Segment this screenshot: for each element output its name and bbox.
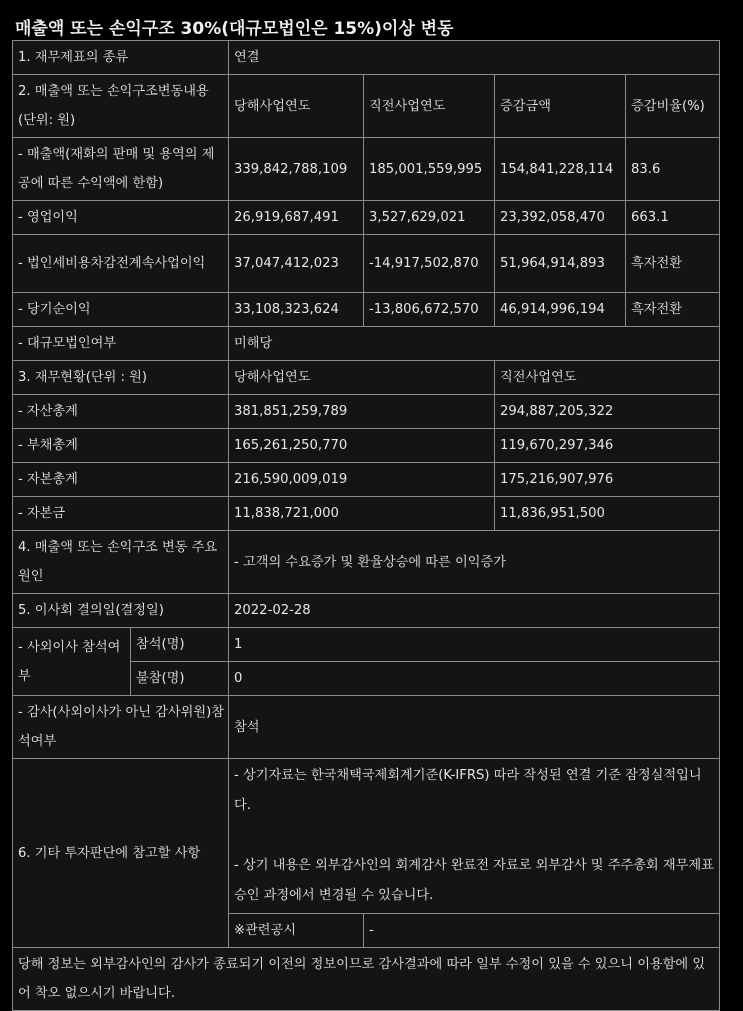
item-change: 46,914,996,194 [495,293,626,327]
related-label: ※관련공시 [229,914,364,948]
absent-label: 불참(명) [131,662,229,696]
section5-label: 5. 이사회 결의일(결정일) [13,594,229,628]
table-row [13,201,720,235]
table-row [13,429,720,463]
table-row [13,948,720,1011]
fin-label: - 자산총계 [13,395,229,429]
item-current: 37,047,412,023 [229,235,364,293]
table-row [13,497,720,531]
fin-current: 216,590,009,019 [229,463,495,497]
outside-director-label: - 사외이사 참석여부 [13,628,131,696]
col-rate-header: 증감비율(%) [626,75,720,138]
section4-value: - 고객의 수요증가 및 환율상승에 따른 이익증가 [229,531,720,594]
section3-label: 3. 재무현황(단위 : 원) [13,361,229,395]
section6-note-1: - 상기자료는 한국채택국제회계기준(K-IFRS) 따라 작성된 연결 기준 잠정실적입니다. [234,768,702,813]
present-label: 참석(명) [131,628,229,662]
fs-type-label: 1. 재무제표의 종류 [13,41,229,75]
col-current-header: 당해사업연도 [229,75,364,138]
section5-value: 2022-02-28 [229,594,720,628]
section2-label: 2. 매출액 또는 손익구조변동내용(단위: 원) [13,75,229,138]
item-prior: 185,001,559,995 [364,138,495,201]
table-row [13,696,720,759]
fin-current: 381,851,259,789 [229,395,495,429]
fin-label: - 부채총계 [13,429,229,463]
table-row [13,361,720,395]
item-rate: 663.1 [626,201,720,235]
item-label: - 매출액(재화의 판매 및 용역의 제공에 따른 수익액에 한함) [13,138,229,201]
item-label: - 영업이익 [13,201,229,235]
table-row [13,531,720,594]
item-change: 154,841,228,114 [495,138,626,201]
absent-value: 0 [229,662,720,696]
page-title: 매출액 또는 손익구조 30%(대규모법인은 15%)이상 변동 [15,19,454,39]
related-value: - [364,914,720,948]
section6-notes [229,759,720,914]
table-row [13,759,720,914]
item-change: 51,964,914,893 [495,235,626,293]
item-prior: -14,917,502,870 [364,235,495,293]
table-row [13,41,720,75]
fin-prior: 119,670,297,346 [495,429,720,463]
table-row [13,327,720,361]
fin-prior: 175,216,907,976 [495,463,720,497]
col-change-header: 증감금액 [495,75,626,138]
item-current: 33,108,323,624 [229,293,364,327]
fin-prior: 294,887,205,322 [495,395,720,429]
item-rate: 83.6 [626,138,720,201]
item-prior: -13,806,672,570 [364,293,495,327]
item-label: - 당기순이익 [13,293,229,327]
table-row [13,293,720,327]
auditor-label: - 감사(사외이사가 아닌 감사위원)참석여부 [13,696,229,759]
item-prior: 3,527,629,021 [364,201,495,235]
s3-col-prior: 직전사업연도 [495,361,720,395]
fin-current: 11,838,721,000 [229,497,495,531]
fin-label: - 자본금 [13,497,229,531]
fs-type-value: 연결 [229,41,720,75]
s3-col-current: 당해사업연도 [229,361,495,395]
auditor-value: 참석 [229,696,720,759]
section4-label: 4. 매출액 또는 손익구조 변동 주요원인 [13,531,229,594]
item-rate: 흑자전환 [626,293,720,327]
item-rate: 흑자전환 [626,235,720,293]
item-current: 339,842,788,109 [229,138,364,201]
table-row [13,75,720,138]
fin-label: - 자본총계 [13,463,229,497]
table-row [13,594,720,628]
col-prior-header: 직전사업연도 [364,75,495,138]
section6-note-2: - 상기 내용은 외부감사인의 회계감사 완료전 자료로 외부감사 및 주주총회 재무제표 승인 과정에서 변경될 수 있습니다. [234,858,714,903]
table-row [13,235,720,293]
section6-label: 6. 기타 투자판단에 참고할 사항 [13,759,229,948]
disclosure-table [12,40,720,1011]
table-row [13,138,720,201]
footer-notice: 당해 정보는 외부감사인의 감사가 종료되기 이전의 정보이므로 감사결과에 따라 일부 수정이 있을 수 있으니 이용함에 있어 착오 없으시기 바랍니다. [13,948,720,1011]
table-row [13,395,720,429]
present-value: 1 [229,628,720,662]
table-row [13,628,720,662]
item-change: 23,392,058,470 [495,201,626,235]
large-corp-label: - 대규모법인여부 [13,327,229,361]
fin-prior: 11,836,951,500 [495,497,720,531]
large-corp-value: 미해당 [229,327,720,361]
fin-current: 165,261,250,770 [229,429,495,463]
table-row [13,463,720,497]
item-current: 26,919,687,491 [229,201,364,235]
item-label: - 법인세비용차감전계속사업이익 [13,235,229,293]
